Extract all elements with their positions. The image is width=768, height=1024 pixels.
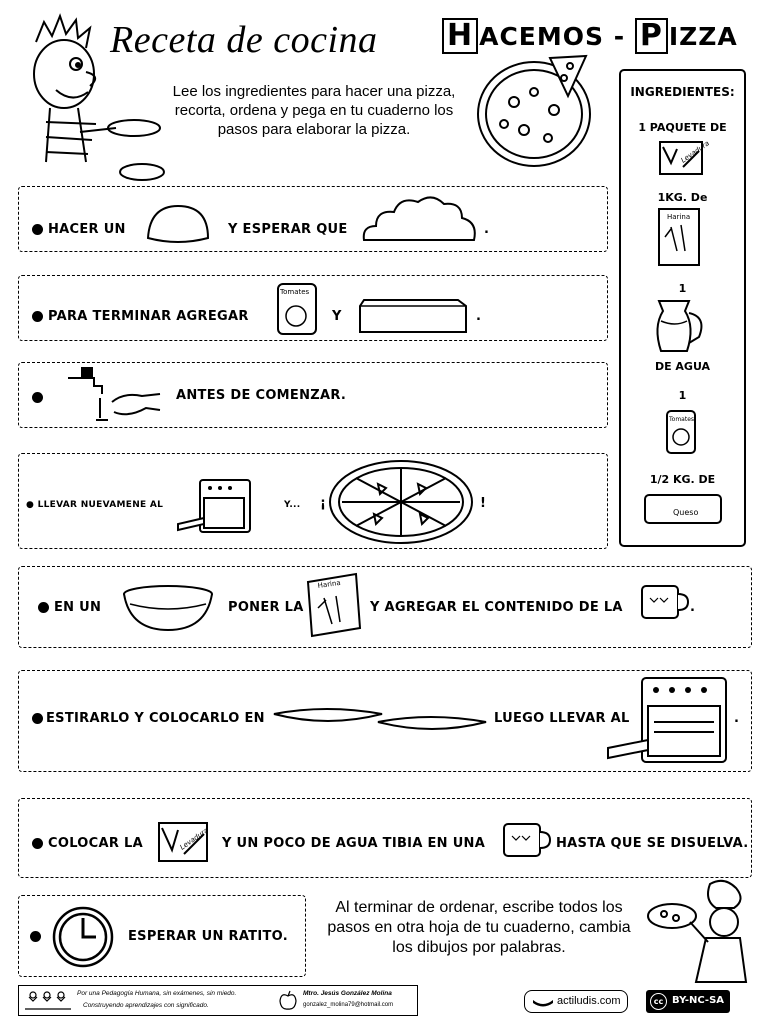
pizza-illustration xyxy=(328,458,474,546)
pizza-illustration xyxy=(474,52,614,172)
ingredient-flour-label: 1KG. De xyxy=(657,191,708,204)
step-bullet xyxy=(38,602,49,613)
yeast-package-text: Levadura xyxy=(679,139,711,165)
oven-icon xyxy=(176,478,256,536)
title-word-acemos: ACEMOS xyxy=(479,22,605,51)
site-link-text: actiludis.com xyxy=(557,995,621,1007)
step-7-text-a: COLOCAR LA xyxy=(48,836,143,851)
ingredient-cheese-label: 1/2 KG. DE xyxy=(649,473,716,486)
footer-motto-2: Construyendo aprendizajes con significado. xyxy=(83,1002,209,1009)
ingredient-water-count: 1 xyxy=(678,282,687,295)
mug-icon xyxy=(640,582,690,622)
license-badge xyxy=(646,990,730,1013)
dough-ball-icon xyxy=(146,202,210,244)
step-4-text-a: ● LLEVAR NUEVAMENE AL xyxy=(26,500,164,510)
bowl-icon xyxy=(120,584,216,634)
step-4-end: ! xyxy=(480,496,487,511)
cheese-block-text: Queso xyxy=(673,508,699,517)
tomato-can-text: Tomates xyxy=(280,288,310,296)
step-5-text-c: Y AGREGAR EL CONTENIDO DE LA xyxy=(370,600,623,615)
step-2-text-a: PARA TERMINAR AGREGAR xyxy=(48,309,249,324)
page-title: Receta de cocina xyxy=(110,19,378,61)
cc-icon: cc xyxy=(650,993,667,1010)
flour-bag-text: Harina xyxy=(667,213,691,221)
step-7-text-b: Y UN POCO DE AGUA TIBIA EN UNA xyxy=(222,836,486,851)
step-bullet xyxy=(32,224,43,235)
step-6-text-a: ESTIRARLO Y COLOCARLO EN xyxy=(46,711,265,726)
footer-credits xyxy=(18,985,418,1016)
chef-illustration xyxy=(646,878,750,986)
step-bullet xyxy=(32,713,43,724)
step-4-text-b: Y... xyxy=(284,500,301,510)
step-4-text-a-label: LLEVAR NUEVAMENE AL xyxy=(37,500,164,510)
tomato-can-icon xyxy=(665,407,697,457)
step-1-text-a: HACER UN xyxy=(48,222,126,237)
footer-author: Mtro. Jesús González Molina xyxy=(303,990,392,997)
step-2-end: . xyxy=(476,309,482,324)
ingredients-title: INGREDIENTES: xyxy=(630,85,735,99)
step-bullet xyxy=(32,392,43,403)
flour-bag-text: Harina xyxy=(317,578,342,590)
apple-icon xyxy=(277,990,299,1012)
flour-bag-icon xyxy=(657,207,701,267)
license-text: BY-NC-SA xyxy=(672,995,725,1006)
step-bullet xyxy=(32,838,43,849)
step-6-end: . xyxy=(734,711,740,726)
oven-icon xyxy=(604,674,732,766)
children-drawing-icon xyxy=(23,989,73,1013)
title-cap-p: P xyxy=(635,18,668,54)
title-dash: - xyxy=(613,22,626,51)
ingredient-water-label: DE AGUA xyxy=(654,360,711,373)
yeast-package-text: Levadura xyxy=(178,826,210,852)
actiludis-logo-icon xyxy=(531,996,555,1008)
step-1-end: . xyxy=(484,222,490,237)
clock-icon xyxy=(50,906,116,968)
ingredient-tomato-count: 1 xyxy=(678,389,687,402)
yeast-package-icon xyxy=(659,139,711,175)
step-5-text-a: EN UN xyxy=(54,600,102,615)
outro-text: Al terminar de ordenar, escribe todos los pasos en otra hoja de tu cuaderno, cambia los dibujos por palabras. xyxy=(327,899,631,956)
wash-hands-icon xyxy=(64,364,164,428)
intro-text: Lee los ingredientes para hacer una pizza, recorta, ordena y pega en tu cuaderno los pasos para elaborar la pizza. xyxy=(172,83,456,138)
step-bullet xyxy=(30,931,41,942)
title-word-izza: IZZA xyxy=(668,22,738,51)
footer-motto-1: Por una Pedagogía Humana, sin exámenes, sin miedo. xyxy=(77,990,237,997)
mug-icon xyxy=(502,820,552,860)
ingredients-panel xyxy=(619,69,746,547)
step-2-text-b: Y xyxy=(332,309,342,324)
step-bullet xyxy=(32,311,43,322)
tomato-can-icon xyxy=(276,280,318,338)
step-1-text-b: Y ESPERAR QUE xyxy=(228,222,348,237)
title-cap-h: H xyxy=(442,18,478,54)
water-jug-icon xyxy=(649,297,709,355)
footer-email: gonzalez_molina79@hotmail.com xyxy=(303,1002,394,1008)
pizza-trays-icon xyxy=(272,700,490,738)
ingredient-yeast-label: 1 PAQUETE DE xyxy=(638,121,727,134)
step-5-text-b: PONER LA xyxy=(228,600,304,615)
step-7-text-c: HASTA QUE SE DISUELVA. xyxy=(556,836,749,851)
step-3-text-a: ANTES DE COMENZAR. xyxy=(176,388,347,403)
step-card-1[interactable] xyxy=(18,186,608,252)
site-link[interactable] xyxy=(524,990,628,1013)
step-6-text-b: LUEGO LLEVAR AL xyxy=(494,711,630,726)
cheese-block-icon xyxy=(358,292,468,336)
recipe-title xyxy=(442,18,738,54)
step-8-text-a: ESPERAR UN RATITO. xyxy=(128,929,288,944)
yeast-package-icon xyxy=(158,822,208,862)
risen-dough-icon xyxy=(360,192,480,244)
flour-bag-icon xyxy=(306,572,362,638)
cheese-block-icon xyxy=(643,493,723,525)
tomato-can-text: Tomates xyxy=(669,416,695,423)
step-5-end: . xyxy=(690,600,696,615)
step-4-text-c: ¡ xyxy=(320,496,327,511)
